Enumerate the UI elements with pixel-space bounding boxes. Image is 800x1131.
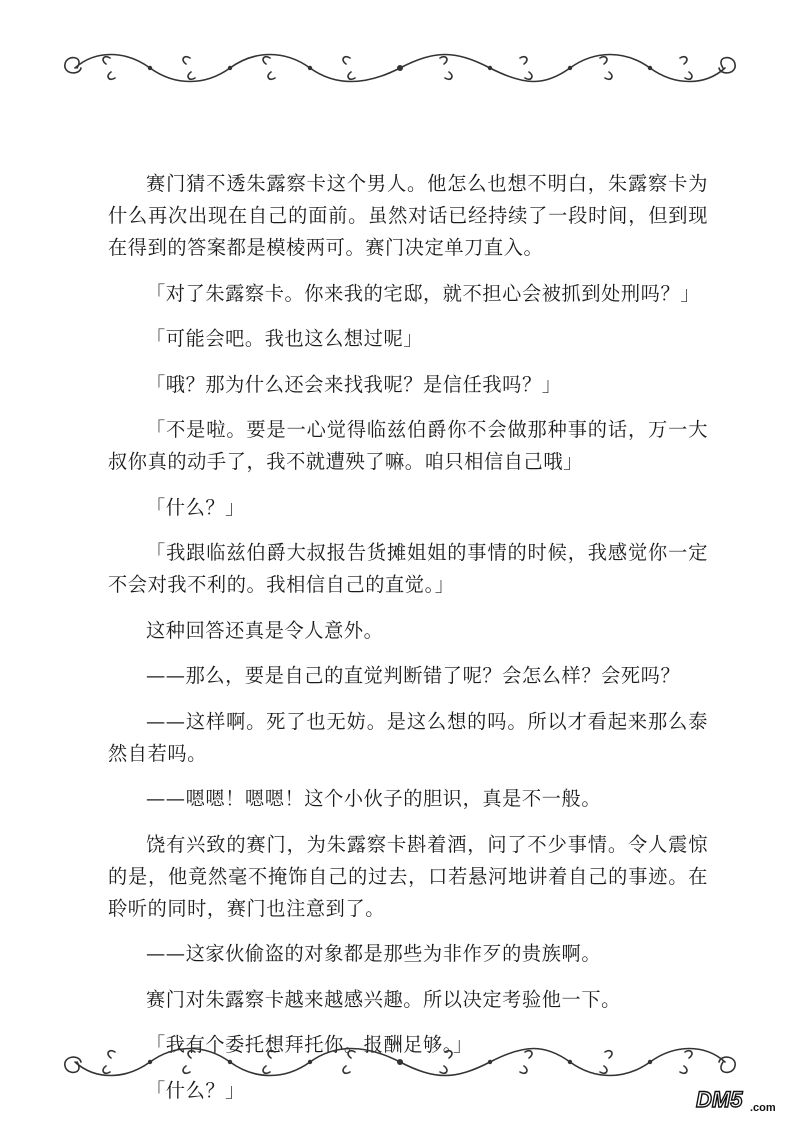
vine-ornament-icon (55, 1040, 745, 1084)
paragraph: 赛门猜不透朱露察卡这个男人。他怎么也想不明白，朱露察卡为什么再次出现在自己的面前。虽然对话已经持续了一段时间，但到现在得到的答案都是模棱两可。赛门决定单刀直入。 (108, 172, 708, 259)
paragraph: 「可能会吧。我也这么想过呢」 (146, 327, 424, 350)
dm5-watermark-logo (694, 1083, 786, 1117)
vine-ornament-icon (55, 46, 745, 90)
paragraph: ——这样啊。死了也无妨。是这么想的吗。所以才看起来那么泰然自若吗。 (108, 709, 708, 765)
top-ornament-border (55, 46, 745, 90)
svg-text:.com: .com (750, 1102, 776, 1114)
svg-text:DM5: DM5 (696, 1087, 743, 1112)
paragraph: 「我跟临兹伯爵大叔报告货摊姐姐的事情的时候，我感觉你一定不会对我不利的。我相信自己的直觉。」 (108, 541, 708, 596)
paragraph: 饶有兴致的赛门，为朱露察卡斟着酒，问了不少事情。令人震惊的是，他竟然毫不掩饰自己的过去，口若悬河地讲着自己的事迹。在聆听的同时，赛门也注意到了。 (108, 832, 708, 920)
paragraph: 「哦？那为什么还会来找我呢？是信任我吗？」 (146, 372, 562, 396)
text-body (108, 168, 708, 1120)
bottom-ornament-border (55, 1040, 745, 1084)
paragraph: ——那么，要是自己的直觉判断错了呢？会怎么样？会死吗？ (146, 664, 681, 687)
paragraph: ——这家伙偷盗的对象都是那些为非作歹的贵族啊。 (146, 942, 602, 965)
paragraph: 这种回答还真是令人意外。 (146, 618, 384, 642)
paragraph: 「什么？」 (146, 495, 245, 519)
paragraph: ——嗯嗯！嗯嗯！这个小伙子的胆识，真是不一般。 (146, 787, 602, 810)
paragraph: 「对了朱露察卡。你来我的宅邸，就不担心会被抓到处刑吗？」 (146, 281, 701, 305)
paragraph: 赛门对朱露察卡越来越感兴趣。所以决定考验他一下。 (146, 987, 621, 1011)
paragraph: 「我有个委托想拜托你。报酬足够。」 (146, 1033, 473, 1056)
dm5-logo-icon (694, 1083, 786, 1117)
paragraph: 「不是啦。要是一心觉得临兹伯爵你不会做那种事的话，万一大叔你真的动手了，我不就遭殃了嘛。咱只相信自己哦」 (108, 418, 708, 473)
paragraph: 「什么？」 (146, 1078, 245, 1102)
